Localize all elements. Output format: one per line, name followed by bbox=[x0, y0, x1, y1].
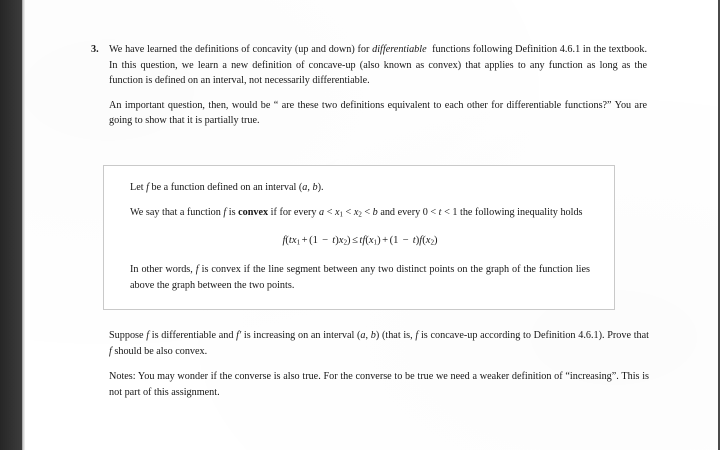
subscript-2: 2 bbox=[358, 211, 362, 219]
paragraph-intro: We have learned the definitions of concavity (up and down) for differentiable functions following Definition 4.6.1 in the textbook. In this question, we learn a new definition of concave-up (also known as convex) that applies to any function as long as the function is defined on an interval, not necessarily differentiable. bbox=[109, 44, 647, 86]
definition-box bbox=[103, 165, 615, 310]
eq-rhs-plus: + bbox=[382, 235, 389, 246]
term-convex: convex bbox=[238, 206, 269, 218]
math-f-3: f bbox=[195, 264, 199, 276]
def-iow-post: is convex if the line segment between any two distinct points on the graph of the function lies above the graph between the two points. bbox=[130, 264, 590, 291]
eq-rhs-f2: f bbox=[419, 235, 423, 246]
math-a-3: a bbox=[360, 330, 366, 341]
rel-lt-1: < bbox=[324, 206, 335, 218]
definition-line-in-other-words bbox=[130, 262, 590, 293]
after-box-block bbox=[109, 328, 649, 400]
suppose-comma: , bbox=[365, 330, 371, 341]
suppose-mid1: is differentiable and bbox=[149, 330, 237, 341]
eq-relation: ≤ bbox=[352, 235, 358, 246]
math-a: a bbox=[302, 182, 308, 193]
def-convex-and: and every 0 < bbox=[377, 206, 439, 218]
suppose-tail: should be also convex. bbox=[111, 345, 208, 357]
definition-line-convex bbox=[130, 205, 590, 221]
emphasis-differentiable: differentiable bbox=[372, 44, 427, 55]
eq-rhs-t: t bbox=[359, 235, 363, 246]
rel-lt-3: < bbox=[361, 206, 373, 218]
suppose-mid3: ) (that is, bbox=[375, 330, 416, 341]
def-convex-pre: We say that a function bbox=[130, 206, 224, 218]
def-let-pre: Let bbox=[130, 182, 147, 193]
math-f: f bbox=[146, 182, 149, 193]
problem-number: 3. bbox=[91, 44, 99, 55]
display-equation-convexity bbox=[130, 233, 590, 249]
math-b-3: b bbox=[370, 330, 376, 341]
eq-rhs-open2: ( bbox=[422, 235, 426, 246]
problem-3 bbox=[91, 42, 647, 129]
definition-box-content bbox=[104, 166, 614, 305]
viewer-left-gutter bbox=[0, 0, 22, 450]
eq-lhs-t2: t bbox=[329, 235, 336, 246]
eq-rhs-x2sub: 2 bbox=[430, 238, 435, 247]
math-f-4: f bbox=[146, 330, 150, 341]
def-convex-tail: < 1 the following inequality holds bbox=[441, 206, 583, 218]
eq-rhs-open: ( bbox=[365, 235, 369, 246]
def-convex-is: is bbox=[226, 206, 239, 218]
eq-rhs-close-paren: ) bbox=[415, 235, 420, 246]
math-b-2: b bbox=[372, 206, 378, 218]
eq-rhs-xsub: 1 bbox=[373, 238, 378, 247]
paragraph-important-question: An important question, then, would be “ are these two definitions equivalent to each other for differentiable functions?” You are going to show that it is partially true. bbox=[109, 99, 647, 126]
math-a-2: a bbox=[319, 206, 325, 218]
subscript-1: 1 bbox=[339, 211, 343, 219]
def-let-post: be a function defined on an interval ( bbox=[148, 182, 303, 193]
eq-rhs-x2: x bbox=[425, 235, 431, 246]
suppose-mid2: is increasing on an interval ( bbox=[241, 330, 361, 341]
rel-lt-2: < bbox=[342, 206, 354, 218]
math-f-5: f bbox=[415, 330, 419, 341]
eq-rhs-minus: − bbox=[402, 235, 409, 246]
math-f-prime: f′ bbox=[236, 330, 242, 341]
math-b: b bbox=[312, 182, 318, 193]
suppose-mid4: is concave-up according to Definition 4.6.1). Prove that bbox=[418, 330, 650, 341]
problem-block bbox=[91, 42, 647, 129]
def-convex-mid: if for every bbox=[268, 206, 320, 218]
document-page bbox=[25, 0, 718, 450]
eq-lhs-xsub: 1 bbox=[296, 238, 301, 247]
def-let-end: ). bbox=[317, 182, 324, 193]
math-t: t bbox=[438, 206, 442, 218]
math-f-6: f bbox=[109, 345, 112, 357]
eq-lhs-minus: − bbox=[322, 235, 329, 246]
paragraph-notes: Notes: You may wonder if the converse is also true. For the converse to be true we need a weaker definition of “increasing”. This is not part of this assignment. bbox=[109, 371, 649, 398]
definition-line-let bbox=[130, 180, 590, 196]
math-x1: x bbox=[334, 206, 340, 218]
eq-lhs-x2: x bbox=[338, 235, 344, 246]
eq-lhs-close: ) bbox=[347, 235, 351, 246]
eq-lhs-open: ( bbox=[285, 235, 289, 246]
eq-lhs-x: x bbox=[291, 235, 297, 246]
paragraph-suppose bbox=[109, 328, 649, 359]
eq-rhs-x: x bbox=[368, 235, 374, 246]
eq-lhs-x2sub: 2 bbox=[343, 238, 348, 247]
math-x2: x bbox=[353, 206, 359, 218]
eq-lhs-one: (1 bbox=[309, 235, 321, 246]
eq-rhs-f: f bbox=[362, 235, 366, 246]
eq-lhs-close-paren: ) bbox=[335, 235, 339, 246]
eq-rhs-one: (1 bbox=[389, 235, 402, 246]
def-iow-pre: In other words, bbox=[130, 264, 196, 276]
eq-rhs-close2: ) bbox=[434, 235, 438, 246]
eq-lhs-t: t bbox=[288, 235, 292, 246]
eq-rhs-close: ) bbox=[377, 235, 381, 246]
def-comma: , bbox=[307, 182, 313, 193]
eq-lhs-plus: + bbox=[301, 235, 308, 246]
eq-lhs-f: f bbox=[282, 235, 286, 246]
eq-rhs-t2: t bbox=[410, 235, 416, 246]
math-f-2: f bbox=[223, 206, 227, 218]
suppose-pre: Suppose bbox=[109, 330, 147, 341]
